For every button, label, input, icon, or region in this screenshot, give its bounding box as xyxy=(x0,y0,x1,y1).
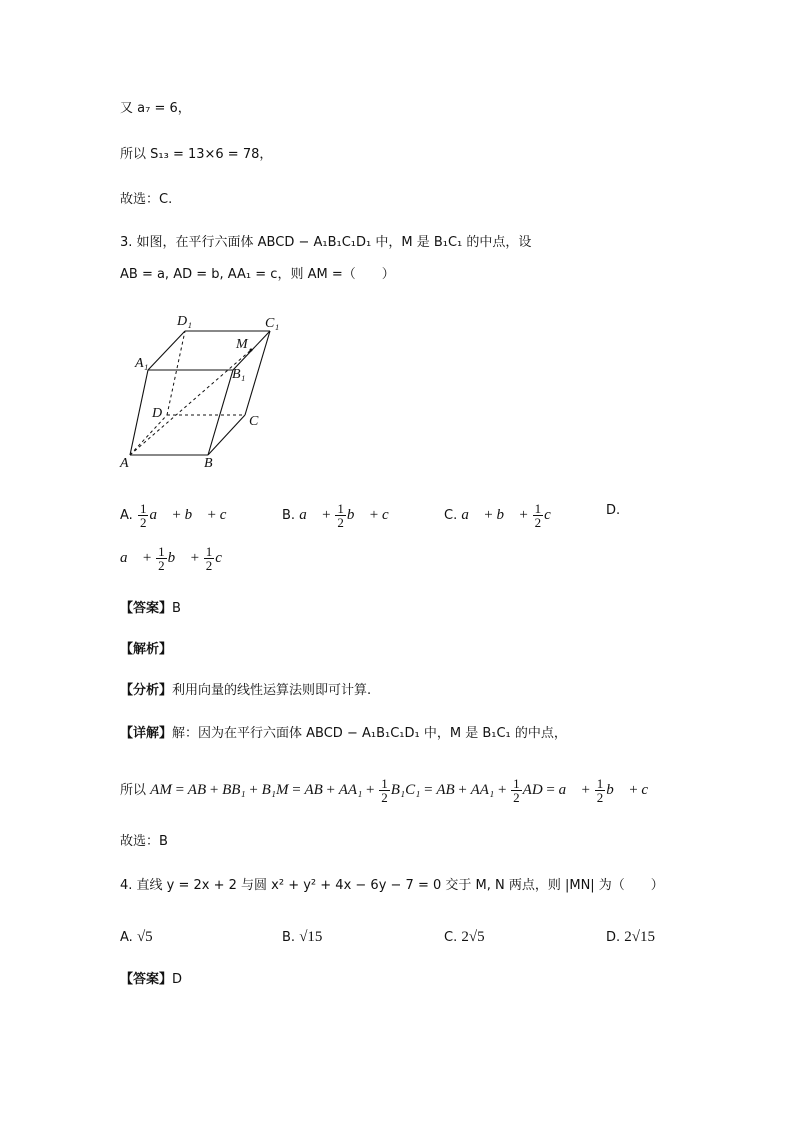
option-b-value: √15 xyxy=(299,929,323,945)
label-a1: A₁ xyxy=(135,356,149,371)
option-c-value: 2√5 xyxy=(461,929,485,945)
frac-half: $\frac{1}{2}$ xyxy=(513,776,520,805)
q3-option-c: C. a⃗ + b⃗ + $\frac{1}{2}$ c⃗ xyxy=(444,501,563,530)
answer-value: D xyxy=(172,972,183,987)
answer-tag: 【答案】 xyxy=(120,972,173,987)
frac-half: $\frac{1}{2}$ xyxy=(381,776,388,805)
edge-ad-hidden xyxy=(130,415,167,455)
xiangjie-tag: 【详解】 xyxy=(120,726,173,741)
q3-answer xyxy=(120,600,181,618)
answer-value: B xyxy=(172,601,181,616)
label-b: B xyxy=(204,456,213,471)
q3-conclusion: 故选：B xyxy=(120,834,168,849)
q3-derivation: 所以 AM = AB + BB₁ + B₁M = AB + AA₁ + $\frac{1}{2}$ B₁C₁ = AB + AA₁ + $\frac{1}{2}$ AD = a⃗ + $\frac{1}{2}$ b⃗ + c⃗ xyxy=(120,776,660,805)
derivation-prefix: 所以 xyxy=(120,783,147,798)
q3-option-d: a⃗ + $\frac{1}{2}$ b⃗ + $\frac{1}{2}$ c⃗ xyxy=(120,544,234,573)
frac-half: $\frac{1}{2}$ xyxy=(158,544,165,573)
q3-stem-line1: 3. 如图，在平行六面体 ABCD − A₁B₁C₁D₁ 中，M 是 B₁C₁ 的中点，设 xyxy=(120,235,532,250)
option-a-label: A. xyxy=(120,508,133,523)
option-a-label: A. xyxy=(120,930,133,945)
q4-option-a xyxy=(120,928,153,947)
analysis-tag: 【解析】 xyxy=(120,642,173,657)
option-d-value: 2√15 xyxy=(624,929,656,945)
label-a: A xyxy=(120,456,129,471)
line-s13: 所以 S₁₃ = 13×6 = 78， xyxy=(120,147,273,162)
xiangjie-text: 解：因为在平行六面体 ABCD − A₁B₁C₁D₁ 中，M 是 B₁C₁ 的中点， xyxy=(172,726,567,741)
option-d-label: D. xyxy=(606,930,621,945)
q4-answer xyxy=(120,971,182,989)
frac-half: $\frac{1}{2}$ xyxy=(337,501,344,530)
frac-half: $\frac{1}{2}$ xyxy=(205,544,213,573)
q3-option-d-label: D. xyxy=(606,503,621,518)
label-d: D xyxy=(152,406,163,421)
label-d1: D₁ xyxy=(177,314,192,329)
fenxi-text: 利用向量的线性运算法则即可计算. xyxy=(172,683,372,698)
q4-option-d xyxy=(606,928,655,947)
q3-option-a: A. $\frac{1}{2}$ a⃗ + b⃗ + c⃗ xyxy=(120,501,239,530)
fenxi-tag: 【分析】 xyxy=(120,683,173,698)
q3-analysis-tag xyxy=(120,641,172,659)
line-choose-c: 故选：C. xyxy=(120,192,173,207)
label-c: C xyxy=(249,414,259,429)
label-c1: C₁ xyxy=(265,316,280,331)
q3-fenxi xyxy=(120,682,371,700)
option-c-label: C. xyxy=(444,930,458,945)
q4-option-c xyxy=(444,928,485,947)
option-b-label: B. xyxy=(282,930,296,945)
label-m: M xyxy=(236,337,248,352)
label-b1: B₁ xyxy=(232,367,246,382)
option-c-label: C. xyxy=(444,508,458,523)
q3-xiangjie xyxy=(120,725,567,743)
frac-half: $\frac{1}{2}$ xyxy=(596,776,604,805)
answer-tag: 【答案】 xyxy=(120,601,173,616)
line-a7: 又 a₇ = 6， xyxy=(120,101,191,116)
option-b-label: B. xyxy=(282,508,296,523)
option-a-value: √5 xyxy=(136,929,153,945)
q4-option-b xyxy=(282,928,322,947)
q3-stem-line2: AB = a, AD = b, AA₁ = c，则 AM =（ ） xyxy=(120,267,395,282)
q4-stem: 4. 直线 y = 2x + 2 与圆 x² + y² + 4x − 6y − 7 = 0 交于 M, N 两点，则 |MN| 为（ ） xyxy=(120,878,664,893)
parallelepiped-figure xyxy=(115,305,295,475)
edge-dd1-hidden xyxy=(167,331,185,415)
frac-half: $\frac{1}{2}$ xyxy=(534,501,542,530)
point-m xyxy=(250,349,253,352)
q3-option-b: B. a⃗ + $\frac{1}{2}$ b⃗ + c⃗ xyxy=(282,501,401,530)
edge-d1a1 xyxy=(148,331,185,370)
frac-half: $\frac{1}{2}$ xyxy=(139,501,147,530)
